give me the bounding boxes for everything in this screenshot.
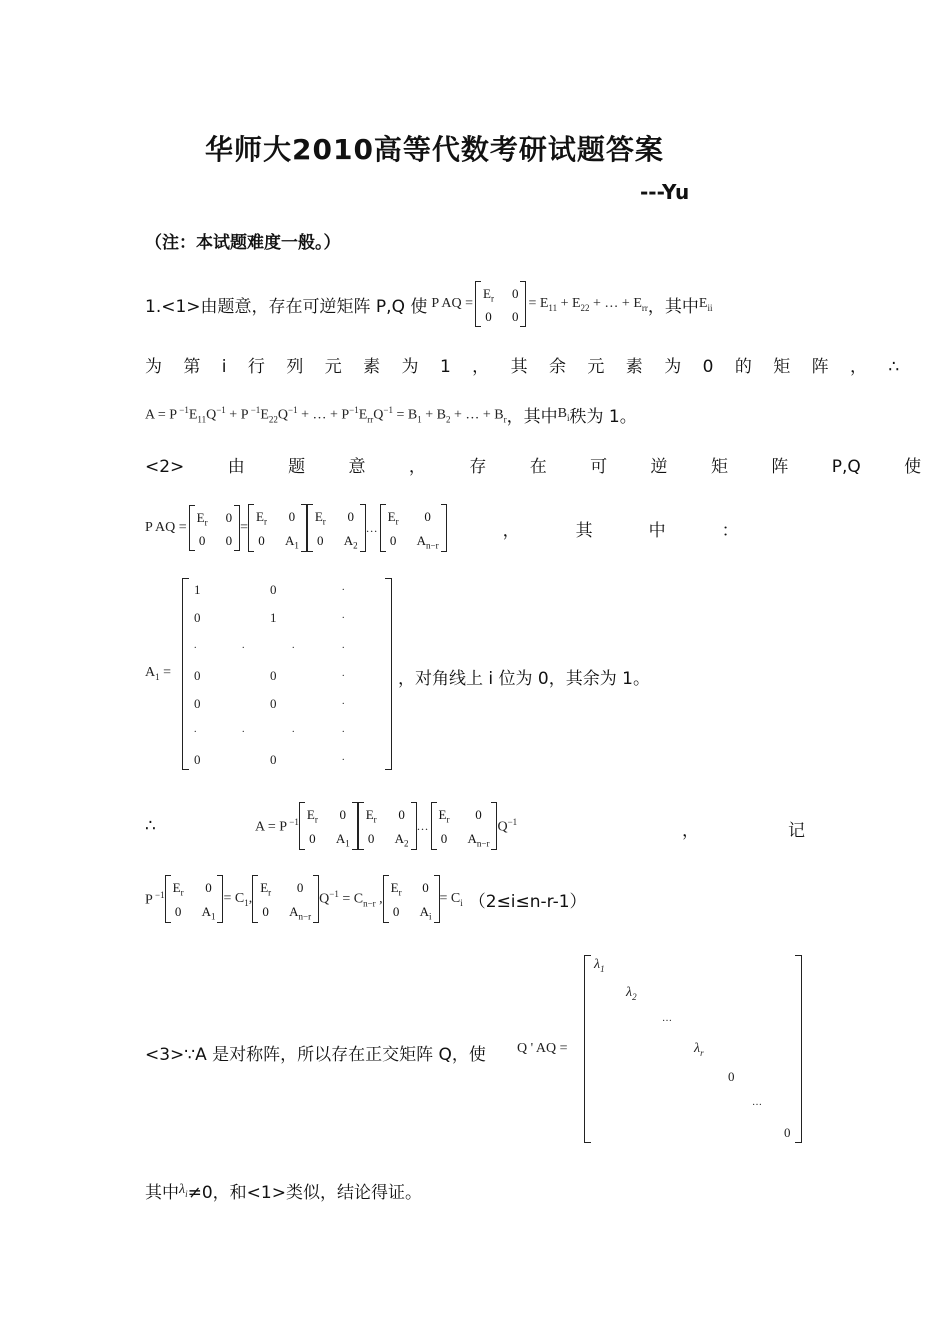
matrix-lambda: $\lambda_1$ $\lambda_2$ … $\lambda_r$ 0 … 0 [584, 955, 802, 1143]
a1-desc: ，对角线上 i 位为 0，其余为 1。 [398, 669, 650, 689]
matrix-er: $E_r$ 0 0 0 [475, 281, 526, 328]
q1-line3-end: 秩为 1。 [569, 407, 637, 427]
q2-intro: <2> 由 题 意 ， 存 在 可 逆 矩 阵 P,Q 使 [145, 457, 922, 477]
ji-label: 记 [788, 821, 805, 841]
q1-line3: A = P $^{-1}E_{11}Q^{-1} + P$ $^{-1}E_{22}Q^{-1}$ + … + $P^{-1}E_{rr}Q^{-1} = B_1 + B_2$ + … + $B_r$ ，其中 $B_i$ 秩为 1。 [145, 402, 637, 427]
q2-tail2: 其 [575, 520, 593, 541]
therefore: ∴ [145, 816, 156, 836]
c-defs: P $^{-1}$ $E_r$ 0 0 $A_1$ = $C_1$, $E_r$ 0 0 $A_{n-r}$ $Q^{-1} = C_{n-r}$ , $E_r$ 0 0 $A_i$ = $C_i$ （2≤i≤n-r-1） [145, 872, 587, 926]
q3-end: 其中 $\lambda_i$ ≠0，和<1>类似，结论得证。 [145, 1178, 422, 1203]
page-title: 华师大2010高等代数考研试题答案 [205, 133, 664, 166]
q2-tail3: 中 [648, 520, 666, 541]
q1-intro: 1.<1>由题意，存在可逆矩阵 P,Q 使 [145, 296, 428, 317]
note: （注：本试题难度一般。） [145, 233, 341, 253]
q3-end-text: ≠0，和<1>类似，结论得证。 [187, 1183, 422, 1203]
author: ---Yu [640, 180, 690, 204]
q2-tail1: ， [502, 520, 520, 541]
a-decomp: A = P $^{-1}$ $E_r$ 0 0 $A_1$ $E_r$ 0 0 $A_2$ … $E_r$ 0 0 $A_{n-r}$ $Q^{-1}$ [255, 800, 517, 852]
document-page: 华师大2010高等代数考研试题答案 ---Yu （注：本试题难度一般。） 1.<1>由题意，存在可逆矩阵 P,Q 使 P AQ = $E_r$ 0 0 0 = $E_{11} + E_{22}$ + … + $E_{rr}$ ，其中 $E_{ii}$ 为 第 i 行 列 元 素 为 1 ， 其 余 元 素 为 0 的 矩 阵 ， ∴ A = P $^{-1}E_{11}Q^{-1} + P$ $^{-1}E_{22}Q^{-1}$ + … + $P^{-1}E_{rr}Q^{-1} = B_1 + B_2$ + … + $B_r$ ，其中 $B_i$ 秩为 1。 <2> 由 题 意 ， 存 在 可 逆 矩 阵 P,Q 使 P AQ = $E_r$ 0 0 0 = $E_r$ 0 0 $A_1$ $E_r$ 0 0 $A_2$ … $E_r$ 0 0 $A_{n-r}$ ， 其 中 ： $A_1$ = 1 0 . 0 1 . . . . . 0 0 . 0 0 . . . . . 0 0 . ，对角线上 i 位为 0，其余为 1。 ∴ A = P $^{-1}$ $E_r$ 0 0 $A_1$ $E_r$ 0 0 $A_2$ … $E_r$ 0 0 $A_{n-r}$ $Q^{-1}$ ， 记 P $^{-1}$ $E_r$ 0 0 $A_1$ = $C_1$, $E_r$ 0 0 $A_{n-r}$ $Q^{-1} = C_{n-r}$ , $E_r$ 0 0 $A_i$ = $C_i$ （2≤i≤n-r-1） <3>∵A 是对称阵，所以存在正交矩阵 Q，使 Q ' AQ = $\lambda_1$ $\lambda_2$ … $\lambda_r$ 0 … 0 其中 $\lambda_i$ ≠0，和<1>类似，结论得证。 [0, 0, 950, 1344]
q3-end-label: 其中 [145, 1183, 179, 1203]
q2-paq: P AQ = $E_r$ 0 0 0 = $E_r$ 0 0 $A_1$ $E_r$ 0 0 $A_2$ … $E_r$ 0 0 $A_{n-r}$ ， 其 中 ： [145, 502, 739, 554]
q2-tail4: ： [721, 520, 739, 541]
q1-tail: ，其中 [647, 296, 699, 317]
q3-intro: <3>∵A 是对称阵，所以存在正交矩阵 Q，使 [145, 1045, 486, 1065]
cond: （2≤i≤n-r-1） [468, 891, 587, 912]
q1-line3-tail: ，其中 [506, 407, 558, 427]
q1-line1: 1.<1>由题意，存在可逆矩阵 P,Q 使 P AQ = $E_r$ 0 0 0 = $E_{11} + E_{22}$ + … + $E_{rr}$ ，其中 $E_{ii}$ [145, 280, 712, 328]
matrix-a1: 1 0 . 0 1 . . . . . 0 0 . 0 0 . . . . . 0 0 . [182, 578, 392, 770]
q1-line2: 为 第 i 行 列 元 素 为 1 ， 其 余 元 素 为 0 的 矩 阵 ， ∴ [145, 357, 904, 377]
